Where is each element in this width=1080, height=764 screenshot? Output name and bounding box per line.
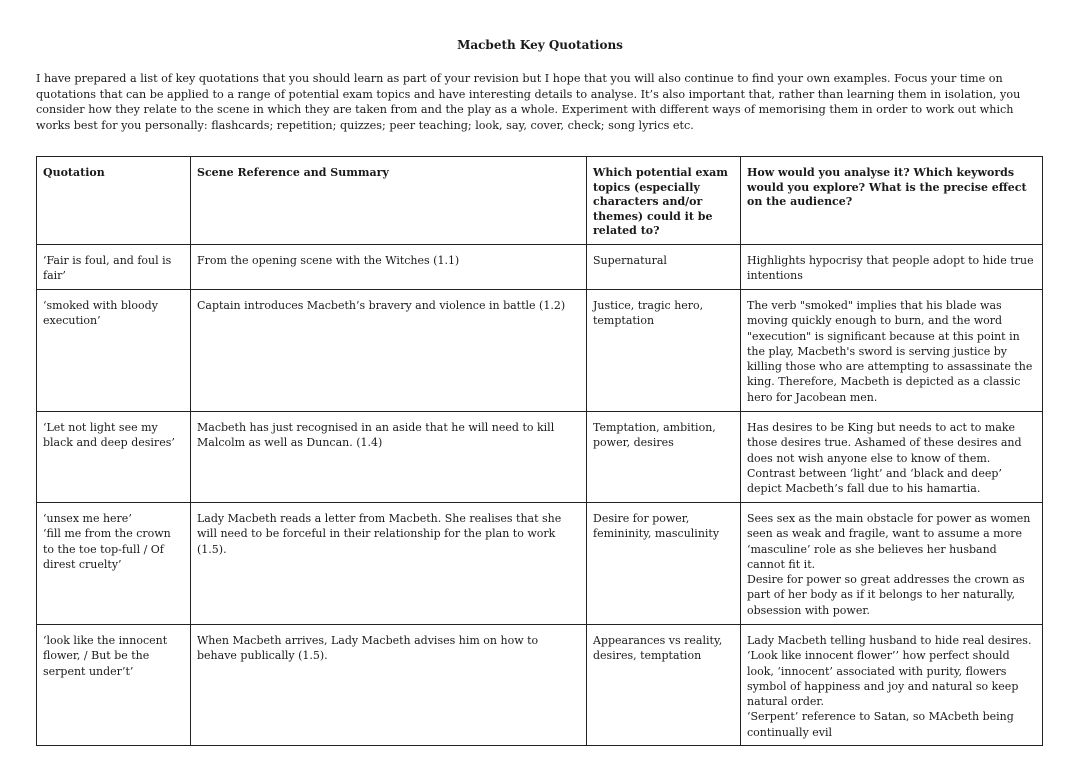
analysis-line: ‘Look like innocent flower’’ how perfect should look, ‘innocent’ associated with purity, flowers symbol of happiness and joy and natural so keep natural order. (747, 649, 1019, 709)
table-row (37, 289, 1043, 411)
header-analysis: How would you analyse it? Which keywords would you explore? What is the precise effect on the audience? (741, 157, 1043, 245)
analysis-cell: Highlights hypocrisy that people adopt to hide true intentions (741, 244, 1043, 289)
quotation-cell (37, 502, 191, 624)
quotations-table (36, 156, 1043, 746)
header-topics: Which potential exam topics (especially characters and/or themes) could it be related to? (587, 157, 741, 245)
topics-cell: Temptation, ambition, power, desires (587, 411, 741, 502)
scene-cell: From the opening scene with the Witches (1.1) (191, 244, 587, 289)
document-title: Macbeth Key Quotations (457, 38, 623, 52)
scene-cell: Macbeth has just recognised in an aside that he will need to kill Malcolm as well as Duncan. (1.4) (191, 411, 587, 502)
analysis-line: ‘Serpent’ reference to Satan, so MAcbeth being continually evil (747, 710, 1014, 739)
analysis-line: Sees sex as the main obstacle for power as women seen as weak and fragile, want to assume a more ‘masculine’ role as she believes her husband cannot fit it. (747, 511, 1031, 571)
quotation-line: ‘fill me from the crown to the toe top-full / Of direst cruelty’ (43, 527, 171, 571)
analysis-cell (741, 502, 1043, 624)
table-row (37, 244, 1043, 289)
intro-paragraph: I have prepared a list of key quotations that you should learn as part of your revision but I hope that you will also continue to find your own examples. Focus your time on quotations that can be applied to a range of potential exam topics and have interesting details to analyse. It’s also important that, rather than learning them in isolation, you consider how they relate to the scene in which they are taken from and the play as a whole. Experiment with different ways of memorising them in order to work out which works best for you personally: flashcards; repetition; quizzes; peer teaching; look, say, cover, check; song lyrics etc. (36, 72, 1021, 132)
table-row (37, 411, 1043, 502)
analysis-line: Lady Macbeth telling husband to hide real desires. (747, 633, 1032, 647)
scene-cell: Lady Macbeth reads a letter from Macbeth. She realises that she will need to be forceful in their relationship for the plan to work (1.5). (191, 502, 587, 624)
analysis-cell (741, 624, 1043, 745)
header-quotation: Quotation (37, 157, 191, 245)
analysis-cell: The verb "smoked" implies that his blade was moving quickly enough to burn, and the word "execution" is significant because at this point in the play, Macbeth's sword is serving justice by killing those who are attempting to assassinate the king. Therefore, Macbeth is depicted as a classic hero for Jacobean men. (741, 289, 1043, 411)
analysis-cell: Has desires to be King but needs to act to make those desires true. Ashamed of these desires and does not wish anyone else to know of them. Contrast between ‘light’ and ‘black and deep’ depict Macbeth’s fall due to his hamartia. (741, 411, 1043, 502)
quotation-cell: ‘smoked with bloody execution’ (37, 289, 191, 411)
topics-cell: Justice, tragic hero, temptation (587, 289, 741, 411)
quotation-cell: ‘look like the innocent flower, / But be the serpent under’t’ (37, 624, 191, 745)
topics-cell: Desire for power, femininity, masculinity (587, 502, 741, 624)
topics-cell: Supernatural (587, 244, 741, 289)
analysis-line: Desire for power so great addresses the crown as part of her body as if it belongs to her naturally, obsession with power. (747, 573, 1025, 617)
table-header-row (37, 157, 1043, 245)
quotation-cell: ‘Fair is foul, and foul is fair’ (37, 244, 191, 289)
quotation-cell: ‘Let not light see my black and deep desires’ (37, 411, 191, 502)
table-row (37, 624, 1043, 745)
header-scene: Scene Reference and Summary (191, 157, 587, 245)
table-row (37, 502, 1043, 624)
scene-cell: Captain introduces Macbeth’s bravery and violence in battle (1.2) (191, 289, 587, 411)
quotation-line: ‘unsex me here’ (43, 511, 132, 525)
scene-cell: When Macbeth arrives, Lady Macbeth advises him on how to behave publically (1.5). (191, 624, 587, 745)
topics-cell: Appearances vs reality, desires, temptation (587, 624, 741, 745)
